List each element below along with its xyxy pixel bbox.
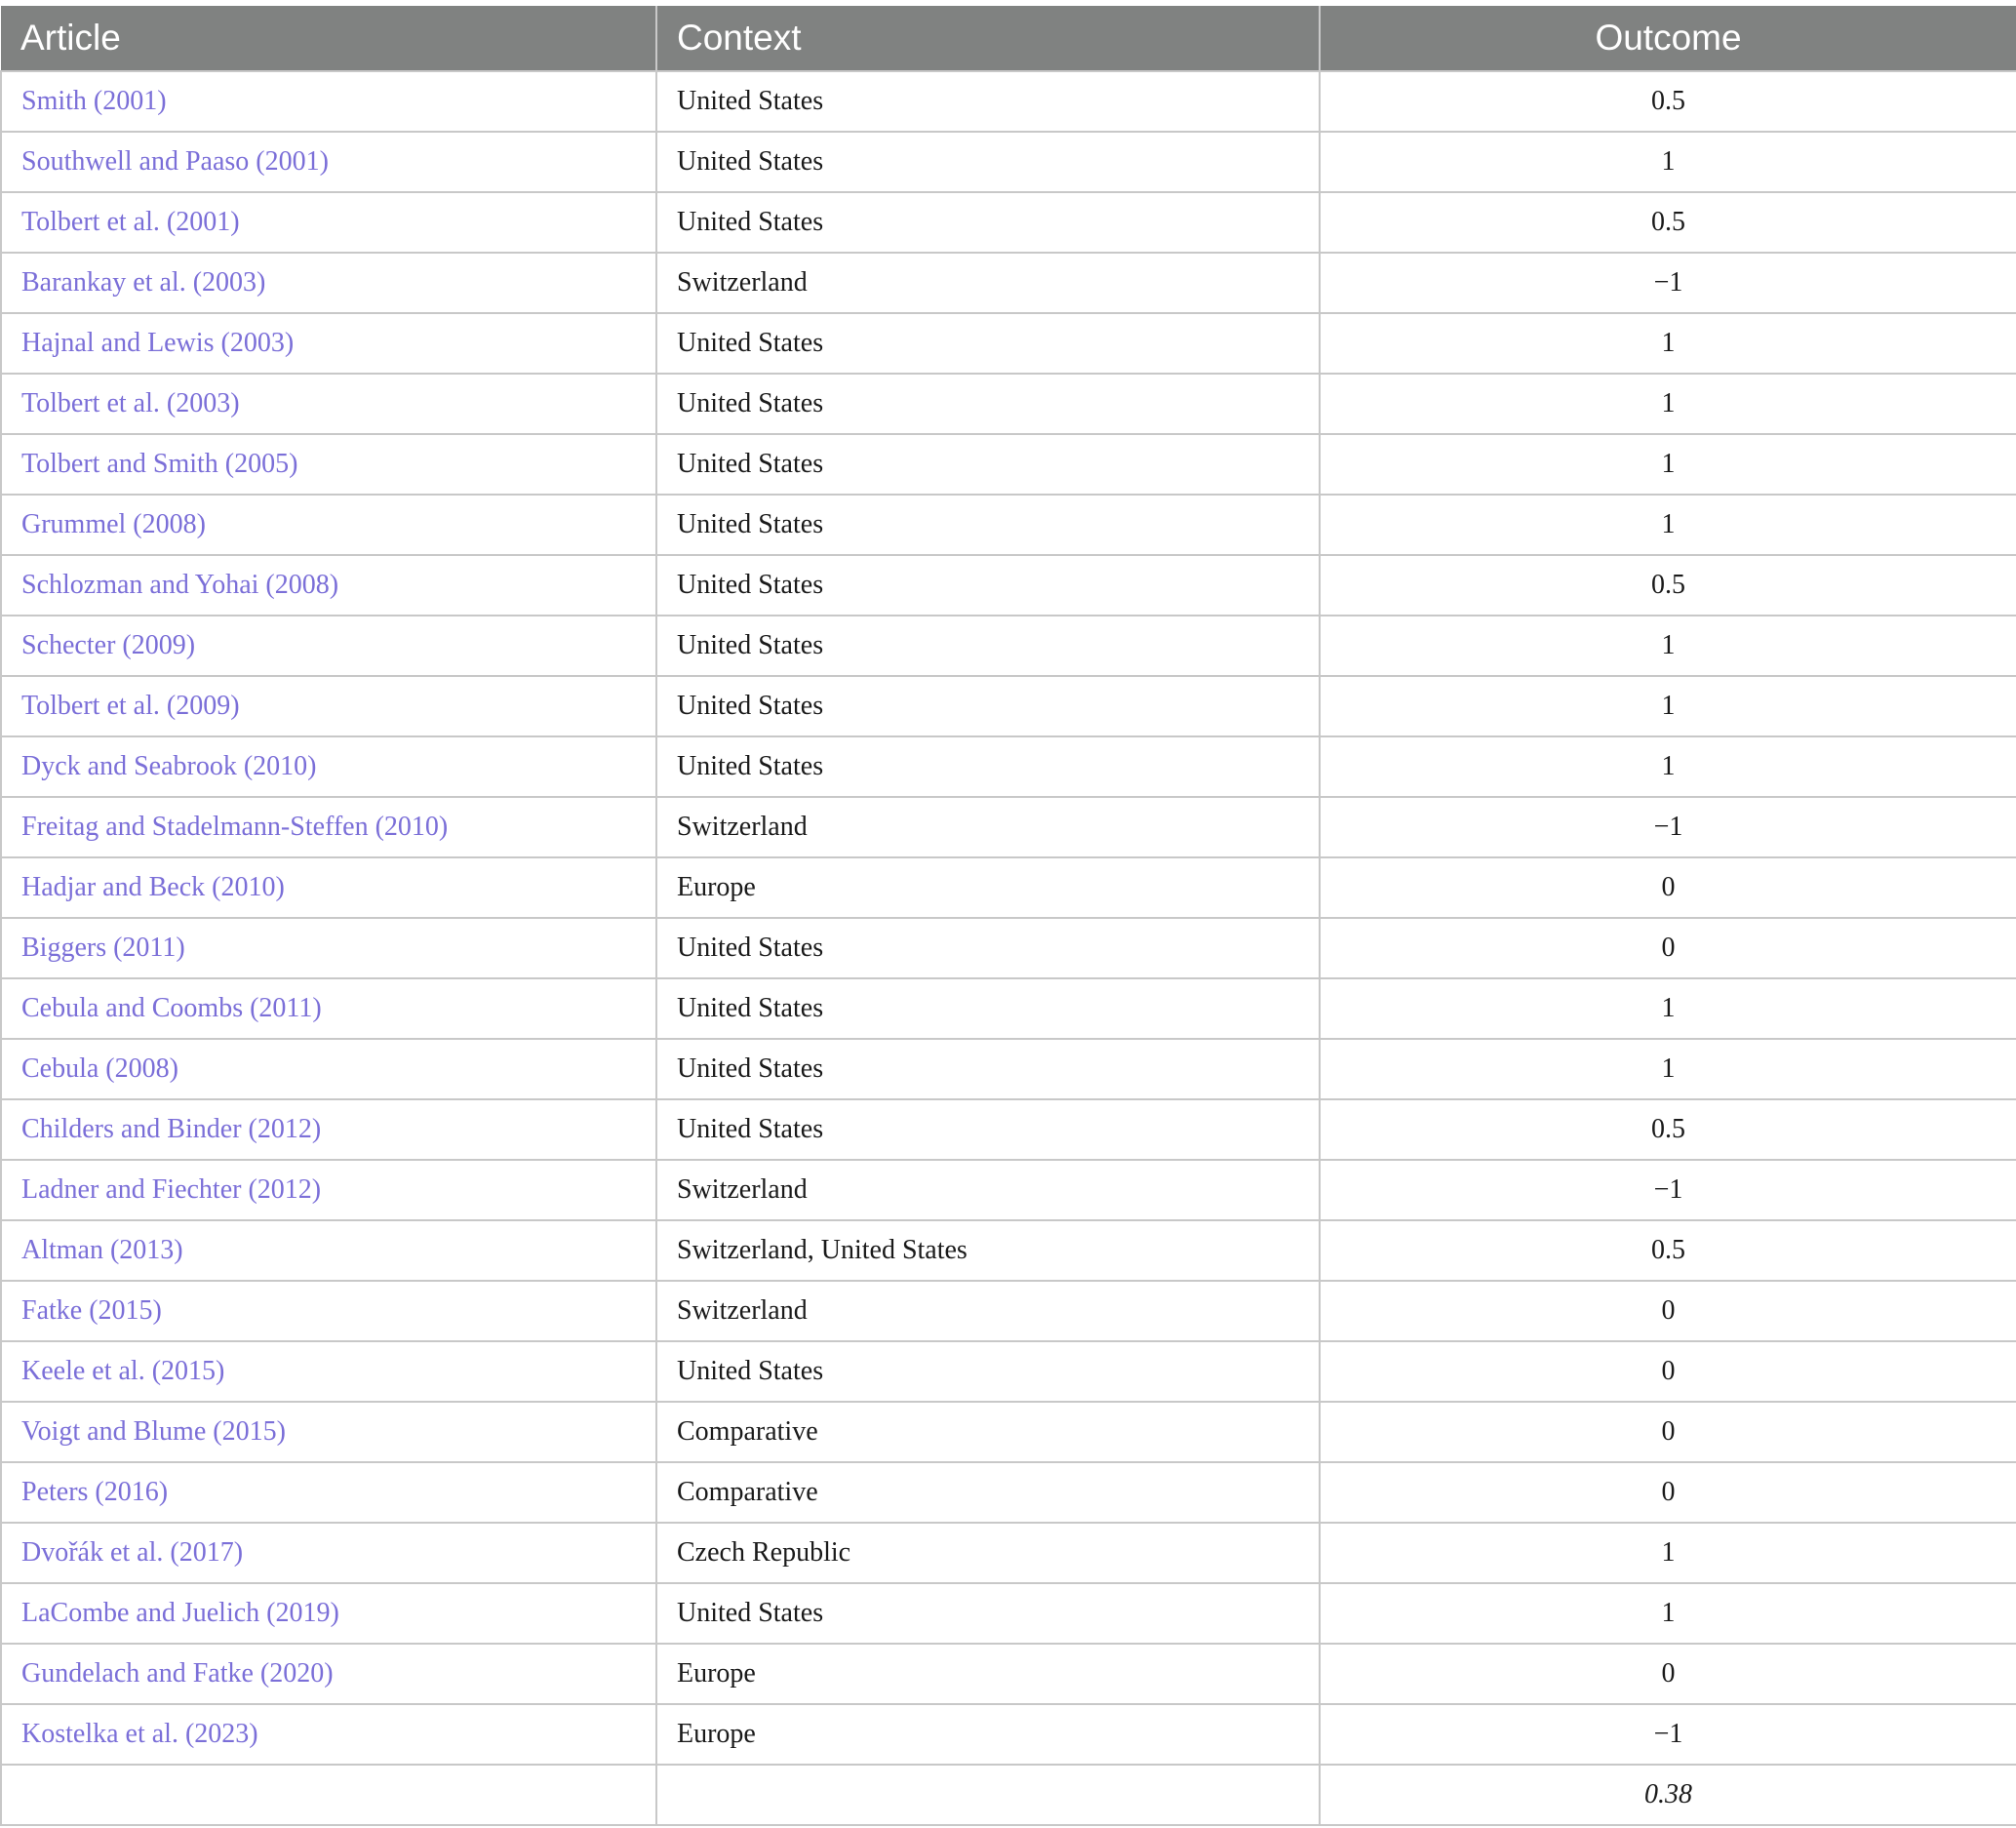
outcome-cell: 1 xyxy=(1320,978,2016,1039)
outcome-cell: 1 xyxy=(1320,313,2016,374)
context-cell: United States xyxy=(656,918,1320,978)
table-row xyxy=(1,616,2016,676)
context-cell: United States xyxy=(656,676,1320,736)
outcome-cell: 0.5 xyxy=(1320,192,2016,253)
context-cell: Switzerland xyxy=(656,1160,1320,1220)
article-link[interactable]: Southwell and Paaso (2001) xyxy=(1,132,656,192)
article-link[interactable]: Tolbert et al. (2003) xyxy=(1,374,656,434)
outcome-cell: 1 xyxy=(1320,616,2016,676)
context-cell: United States xyxy=(656,495,1320,555)
header-row xyxy=(1,6,2016,71)
table-row xyxy=(1,1462,2016,1523)
article-link[interactable]: Cebula (2008) xyxy=(1,1039,656,1099)
table-row xyxy=(1,1523,2016,1583)
results-table xyxy=(0,6,2016,1826)
article-link[interactable]: Dyck and Seabrook (2010) xyxy=(1,736,656,797)
article-link[interactable]: Peters (2016) xyxy=(1,1462,656,1523)
outcome-cell: 0 xyxy=(1320,1402,2016,1462)
context-cell: Switzerland xyxy=(656,253,1320,313)
context-cell: United States xyxy=(656,1039,1320,1099)
outcome-cell: 0.5 xyxy=(1320,555,2016,616)
outcome-cell: 0 xyxy=(1320,1281,2016,1341)
header-context: Context xyxy=(656,6,1320,71)
article-link[interactable]: Gundelach and Fatke (2020) xyxy=(1,1644,656,1704)
table-row xyxy=(1,1341,2016,1402)
outcome-cell: 1 xyxy=(1320,676,2016,736)
outcome-cell: −1 xyxy=(1320,797,2016,857)
table-row xyxy=(1,918,2016,978)
article-link[interactable]: Ladner and Fiechter (2012) xyxy=(1,1160,656,1220)
table-row xyxy=(1,857,2016,918)
context-cell: Switzerland xyxy=(656,1281,1320,1341)
table-row xyxy=(1,1160,2016,1220)
context-cell: United States xyxy=(656,132,1320,192)
context-cell: United States xyxy=(656,434,1320,495)
table-row xyxy=(1,736,2016,797)
article-link[interactable]: Barankay et al. (2003) xyxy=(1,253,656,313)
context-cell: United States xyxy=(656,978,1320,1039)
outcome-cell: 1 xyxy=(1320,132,2016,192)
context-cell: Switzerland, United States xyxy=(656,1220,1320,1281)
table-row xyxy=(1,495,2016,555)
context-cell: United States xyxy=(656,1583,1320,1644)
context-cell: United States xyxy=(656,192,1320,253)
table-row xyxy=(1,313,2016,374)
average-empty-cell xyxy=(1,1765,656,1825)
context-cell: Comparative xyxy=(656,1462,1320,1523)
table-row xyxy=(1,1583,2016,1644)
article-link[interactable]: Hajnal and Lewis (2003) xyxy=(1,313,656,374)
table-row xyxy=(1,797,2016,857)
outcome-cell: 0.5 xyxy=(1320,71,2016,132)
table-row xyxy=(1,1644,2016,1704)
article-link[interactable]: Fatke (2015) xyxy=(1,1281,656,1341)
table-row xyxy=(1,676,2016,736)
outcome-cell: 1 xyxy=(1320,1523,2016,1583)
article-link[interactable]: Kostelka et al. (2023) xyxy=(1,1704,656,1765)
table-row xyxy=(1,555,2016,616)
article-link[interactable]: Hadjar and Beck (2010) xyxy=(1,857,656,918)
outcome-cell: 0 xyxy=(1320,857,2016,918)
context-cell: United States xyxy=(656,555,1320,616)
article-link[interactable]: Tolbert and Smith (2005) xyxy=(1,434,656,495)
outcome-cell: 0 xyxy=(1320,1462,2016,1523)
context-cell: Switzerland xyxy=(656,797,1320,857)
outcome-cell: 1 xyxy=(1320,374,2016,434)
article-link[interactable]: Schecter (2009) xyxy=(1,616,656,676)
table-row xyxy=(1,192,2016,253)
header-outcome: Outcome xyxy=(1320,6,2016,71)
outcome-cell: 0 xyxy=(1320,1341,2016,1402)
table-row xyxy=(1,1704,2016,1765)
table-row xyxy=(1,1402,2016,1462)
article-link[interactable]: Grummel (2008) xyxy=(1,495,656,555)
article-link[interactable]: LaCombe and Juelich (2019) xyxy=(1,1583,656,1644)
context-cell: Europe xyxy=(656,857,1320,918)
outcome-cell: 1 xyxy=(1320,495,2016,555)
context-cell: Europe xyxy=(656,1644,1320,1704)
average-outcome: 0.38 xyxy=(1320,1765,2016,1825)
context-cell: United States xyxy=(656,71,1320,132)
context-cell: United States xyxy=(656,1099,1320,1160)
context-cell: United States xyxy=(656,616,1320,676)
context-cell: United States xyxy=(656,736,1320,797)
outcome-cell: 0.5 xyxy=(1320,1220,2016,1281)
article-link[interactable]: Altman (2013) xyxy=(1,1220,656,1281)
table-row xyxy=(1,978,2016,1039)
context-cell: United States xyxy=(656,313,1320,374)
table-row xyxy=(1,1099,2016,1160)
article-link[interactable]: Freitag and Stadelmann-Steffen (2010) xyxy=(1,797,656,857)
context-cell: Europe xyxy=(656,1704,1320,1765)
table-row xyxy=(1,71,2016,132)
outcome-cell: −1 xyxy=(1320,1704,2016,1765)
article-link[interactable]: Biggers (2011) xyxy=(1,918,656,978)
table-row xyxy=(1,374,2016,434)
article-link[interactable]: Tolbert et al. (2009) xyxy=(1,676,656,736)
article-link[interactable]: Voigt and Blume (2015) xyxy=(1,1402,656,1462)
article-link[interactable]: Childers and Binder (2012) xyxy=(1,1099,656,1160)
article-link[interactable]: Schlozman and Yohai (2008) xyxy=(1,555,656,616)
outcome-cell: −1 xyxy=(1320,253,2016,313)
outcome-cell: 1 xyxy=(1320,434,2016,495)
table-row xyxy=(1,1281,2016,1341)
table-row xyxy=(1,1039,2016,1099)
outcome-cell: 0 xyxy=(1320,918,2016,978)
article-link[interactable]: Dvořák et al. (2017) xyxy=(1,1523,656,1583)
article-link[interactable]: Tolbert et al. (2001) xyxy=(1,192,656,253)
outcome-cell: 0 xyxy=(1320,1644,2016,1704)
context-cell: United States xyxy=(656,1341,1320,1402)
context-cell: United States xyxy=(656,374,1320,434)
article-link[interactable]: Keele et al. (2015) xyxy=(1,1341,656,1402)
outcome-cell: 0.5 xyxy=(1320,1099,2016,1160)
header-article: Article xyxy=(1,6,656,71)
average-empty-cell xyxy=(656,1765,1320,1825)
outcome-cell: 1 xyxy=(1320,1039,2016,1099)
average-row xyxy=(1,1765,2016,1825)
table-row xyxy=(1,1220,2016,1281)
table-row xyxy=(1,434,2016,495)
outcome-cell: 1 xyxy=(1320,736,2016,797)
table-row xyxy=(1,132,2016,192)
outcome-cell: −1 xyxy=(1320,1160,2016,1220)
article-link[interactable]: Cebula and Coombs (2011) xyxy=(1,978,656,1039)
context-cell: Czech Republic xyxy=(656,1523,1320,1583)
article-link[interactable]: Smith (2001) xyxy=(1,71,656,132)
context-cell: Comparative xyxy=(656,1402,1320,1462)
table-row xyxy=(1,253,2016,313)
outcome-cell: 1 xyxy=(1320,1583,2016,1644)
